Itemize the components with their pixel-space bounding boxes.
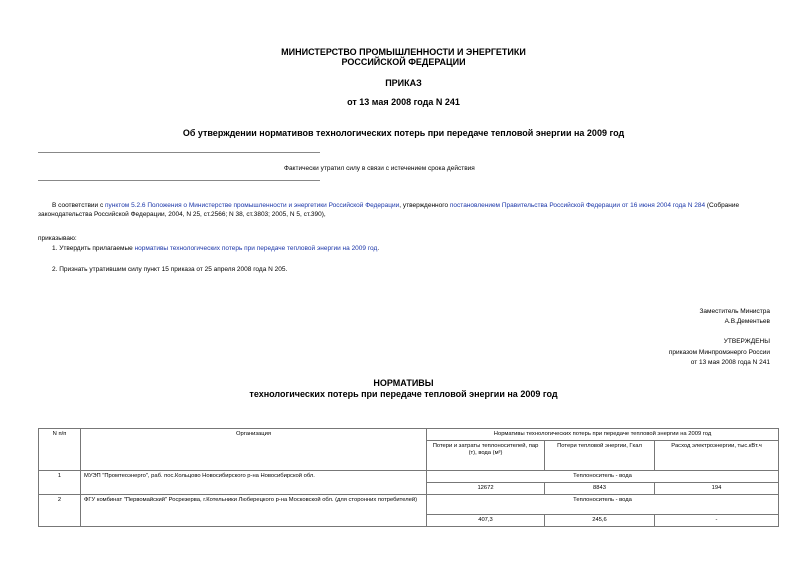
row-power: - (655, 515, 779, 527)
header-heat-losses: Потери тепловой энергии, Гкал (545, 441, 655, 471)
norms-link[interactable]: нормативы технологических потерь при передаче тепловой энергии на 2009 год (134, 245, 378, 252)
order-item-2: 2. Признать утратившим силу пункт 15 приказа от 25 апреля 2008 года N 205. (52, 266, 288, 273)
ministry-name-line1: МИНИСТЕРСТВО ПРОМЫШЛЕННОСТИ И ЭНЕРГЕТИКИ (281, 47, 526, 57)
approval-line-2: приказом Минпромэнерго России (668, 349, 770, 356)
government-decree-link[interactable]: постановлением Правительства Российской Федерации от 16 июня 2004 года N 284 (449, 202, 706, 209)
header-number: N п/п (39, 429, 81, 471)
preamble-text-end: (Собрание законодательства Российской Федерации, 2004, N 25, ст.2566; N 38, ст.3803; 2005, N 5, ст.390), (38, 202, 740, 218)
order-item-1-text: 1. Утвердить прилагаемые (52, 245, 135, 252)
row-organization: ФГУ комбинат "Первомайский" Росрезерва, г.Котельники Люберецкого р-на Московской обл. (для сторонних потребителей) (81, 495, 427, 527)
header-electricity: Расход электроэнергии, тыс.кВт.ч (655, 441, 779, 471)
document-type: ПРИКАЗ (385, 78, 422, 88)
row-heat: 245,6 (545, 515, 655, 527)
order-word: приказываю: (38, 235, 77, 242)
divider-top (38, 152, 320, 153)
preamble-paragraph (38, 201, 778, 219)
preamble-text-start: В соответствии с (52, 202, 106, 209)
approval-line-1: УТВЕРЖДЕНЫ (723, 338, 770, 345)
header-norms-group: Нормативы технологических потерь при передаче тепловой энергии на 2009 год (427, 429, 779, 441)
divider-bottom (38, 180, 320, 181)
row-carrier: Теплоноситель - вода (427, 495, 779, 515)
document-date: от 13 мая 2008 года N 241 (347, 97, 460, 107)
row-power: 194 (655, 483, 779, 495)
order-item-1-end: . (377, 245, 380, 252)
row-losses: 12672 (427, 483, 545, 495)
row-heat: 8843 (545, 483, 655, 495)
ministry-name-line2: РОССИЙСКОЙ ФЕДЕРАЦИИ (341, 57, 466, 67)
regulation-link[interactable]: пунктом 5.2.6 Положения о Министерстве промышленности и энергетики Российской Федерации (105, 202, 400, 209)
signatory-name: А.В.Дементьев (724, 318, 770, 325)
table-row (39, 495, 779, 515)
norms-subheading: технологических потерь при передаче тепловой энергии на 2009 год (249, 389, 558, 399)
document-title: Об утверждении нормативов технологических потерь при передаче тепловой энергии на 2009 год (182, 128, 625, 138)
order-item-1 (52, 244, 379, 253)
norms-heading: НОРМАТИВЫ (373, 378, 434, 388)
status-note: Фактически утратил силу в связи с истечением срока действия (284, 165, 475, 172)
row-carrier: Теплоноситель - вода (427, 471, 779, 483)
row-number: 2 (39, 495, 81, 527)
signatory-position: Заместитель Министра (699, 308, 770, 315)
row-number: 1 (39, 471, 81, 495)
table-row (39, 471, 779, 483)
header-organization: Организация (81, 429, 427, 471)
row-organization: МУЭП "Промтеоэнерго", раб. пос.Кольцово Новосибирского р-на Новосибирской обл. (81, 471, 427, 495)
preamble-text-middle: , утвержденного (399, 202, 450, 209)
header-losses: Потери и затраты теплоносителей, пар (т), вода (м³) (427, 441, 545, 471)
row-losses: 407,3 (427, 515, 545, 527)
approval-line-3: от 13 мая 2008 года N 241 (690, 359, 770, 366)
norms-table (38, 428, 779, 527)
